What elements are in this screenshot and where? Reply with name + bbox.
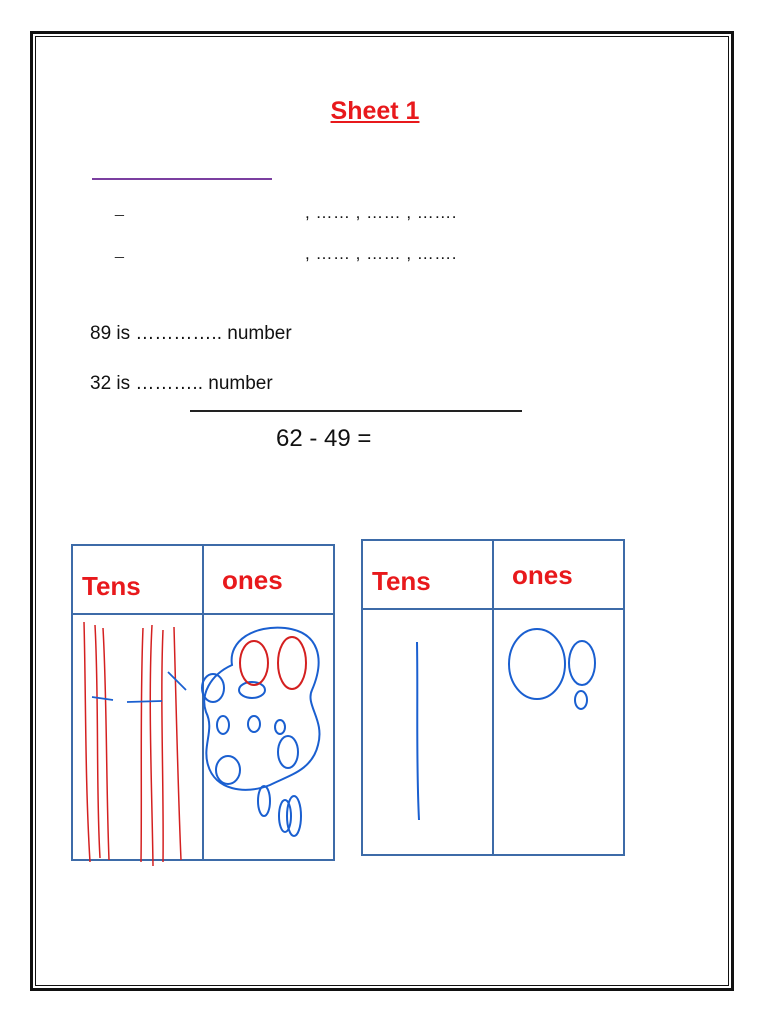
sentence-89: 89 is ………….. number (90, 323, 292, 344)
tens-sticks-drawing (84, 622, 181, 866)
list-blanks-2: , …… , …… , ……. (305, 244, 458, 263)
table-1-tens-header: Tens (82, 571, 141, 601)
sheet-title: Sheet 1 (330, 97, 420, 125)
list-dash-2: _ (115, 242, 124, 259)
remaining-tens-drawing (417, 642, 419, 820)
ones-circles-drawing (202, 628, 320, 836)
sentence-32: 32 is ……….. number (90, 373, 273, 394)
table-1-ones-header: ones (222, 565, 283, 595)
list-dash-1: _ (115, 200, 124, 217)
place-value-table-1 (72, 545, 334, 866)
table-2-tens-header: Tens (372, 566, 431, 596)
place-value-table-2 (362, 540, 624, 855)
table-2-ones-header: ones (512, 560, 573, 590)
list-blanks-1: , …… , …… , ……. (305, 203, 458, 222)
subtraction-equation: 62 - 49 = (276, 425, 372, 452)
remaining-ones-drawing (509, 629, 595, 709)
